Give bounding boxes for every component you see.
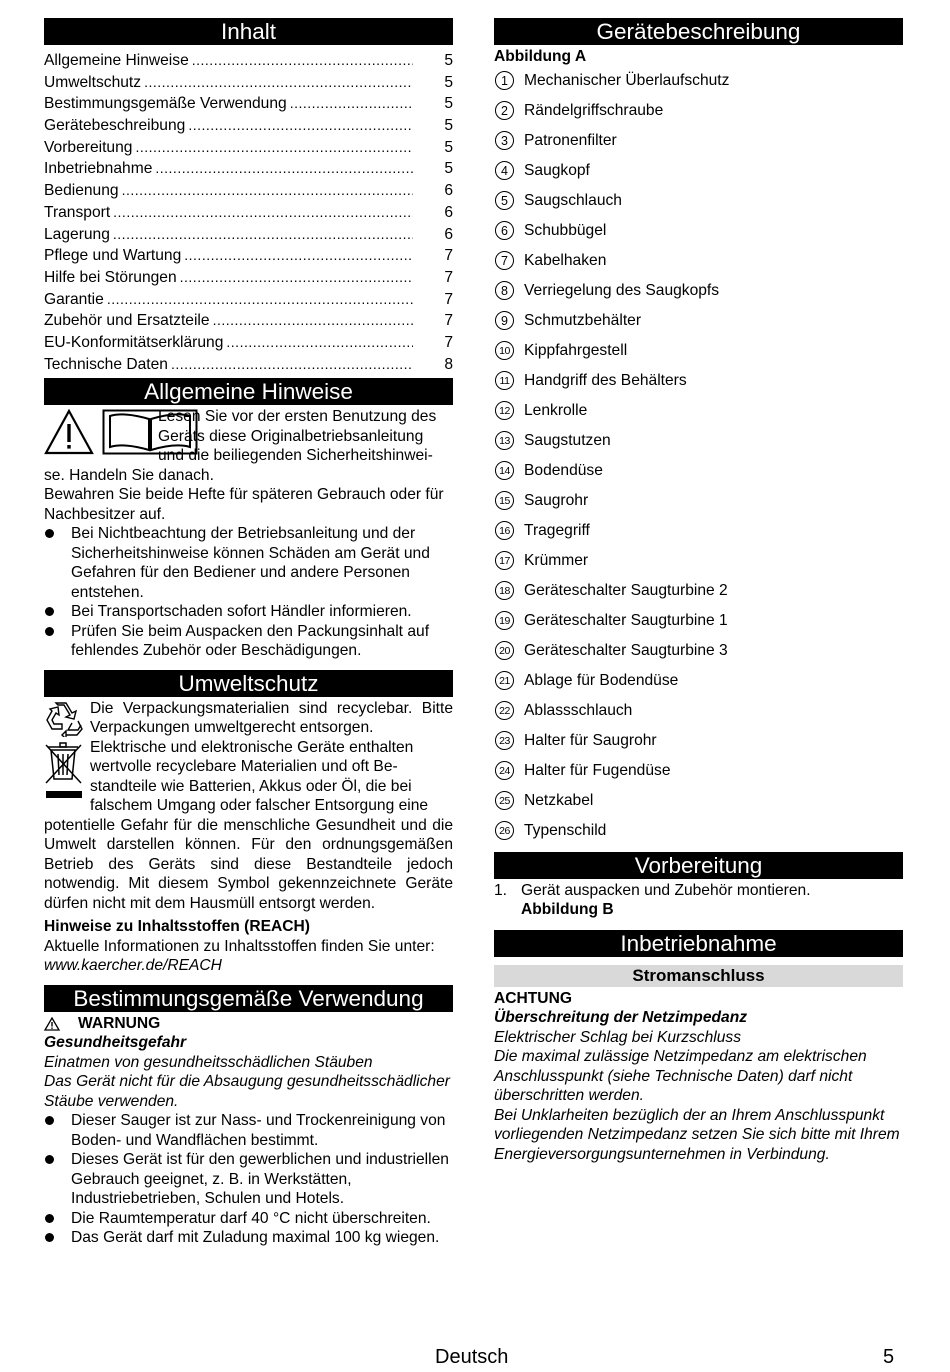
intended-use-bullets xyxy=(44,1111,453,1248)
bullet-dot-icon xyxy=(44,602,71,622)
part-label: Rändelgriffschraube xyxy=(524,101,664,119)
bullet-text: Dieses Gerät ist für den gewerblichen und industriellen Gebrauch geeignet, z. B. in Werkstätten, Industriebetrieben, Schulen und Hotels. xyxy=(71,1151,449,1208)
bullet-text: Die Raumtemperatur darf 40 °C nicht überschreiten. xyxy=(71,1209,431,1227)
part-number-circle: 17 xyxy=(495,551,514,570)
toc-leader-dots xyxy=(107,289,413,311)
part-item xyxy=(494,486,903,516)
toc-leader-dots xyxy=(171,354,413,376)
toc-heading: Inhalt xyxy=(44,18,453,45)
general-intro xyxy=(44,407,453,485)
part-number-circle: 23 xyxy=(495,731,514,750)
toc-entry-page: 6 xyxy=(444,225,453,243)
part-item xyxy=(494,276,903,306)
toc-entry[interactable] xyxy=(44,202,453,224)
part-label: Saugschlauch xyxy=(524,191,622,209)
part-item xyxy=(494,366,903,396)
toc-entry-title: Inbetriebnahme xyxy=(44,160,153,178)
toc-entry-title: Gerätebeschreibung xyxy=(44,117,186,135)
toc-list xyxy=(44,50,453,375)
right-column xyxy=(494,18,903,1164)
figure-a-label: Abbildung A xyxy=(494,48,587,65)
preparation-heading: Vorbereitung xyxy=(494,852,903,879)
part-label: Saugkopf xyxy=(524,161,590,179)
part-label: Typenschild xyxy=(524,821,607,839)
impedance-line-3: Bei Unklarheiten bezüglich der an Ihrem Anschlusspunkt vorliegenden Netzimpedanz setzen Sie sich bitte mit Ihrem Energieversorgungsunternehmen in Verbindung. xyxy=(494,1106,900,1163)
part-label: Geräteschalter Saugturbine 2 xyxy=(524,581,728,599)
toc-entry-title: Allgemeine Hinweise xyxy=(44,52,189,69)
part-item xyxy=(494,666,903,696)
toc-entry[interactable] xyxy=(44,267,453,289)
part-label: Schubbügel xyxy=(524,221,607,239)
part-item xyxy=(494,546,903,576)
toc-entry[interactable] xyxy=(44,224,453,246)
part-item xyxy=(494,456,903,486)
manual-book-icon xyxy=(102,409,198,455)
description-heading: Gerätebeschreibung xyxy=(494,18,903,45)
part-label: Netzkabel xyxy=(524,791,594,809)
toc-entry-page: 7 xyxy=(444,247,453,265)
environment-disposal-lines xyxy=(90,738,453,816)
general-keep: Bewahren Sie beide Hefte für späteren Gebrauch oder für Nachbesitzer auf. xyxy=(44,486,444,523)
part-number-circle: 21 xyxy=(495,671,514,690)
toc-entry[interactable] xyxy=(44,332,453,354)
warning-label: WARNUNG xyxy=(78,1014,161,1032)
power-connection-heading: Stromanschluss xyxy=(494,965,903,987)
toc-entry-page: 7 xyxy=(444,290,453,308)
warning-small-icon xyxy=(44,1017,60,1031)
part-number-circle: 16 xyxy=(495,521,514,540)
toc-entry-title: Lagerung xyxy=(44,225,110,243)
toc-leader-dots xyxy=(213,310,413,332)
bullet-dot-icon xyxy=(44,1209,71,1229)
reach-heading: Hinweise zu Inhaltsstoffen (REACH) xyxy=(44,918,310,936)
toc-entry[interactable] xyxy=(44,180,453,202)
part-label: Patronenfilter xyxy=(524,131,617,149)
part-label: Mechanischer Überlaufschutz xyxy=(524,71,730,89)
part-item xyxy=(494,96,903,126)
toc-leader-dots xyxy=(226,332,413,354)
bullet-item xyxy=(44,602,453,622)
part-number-circle: 1 xyxy=(495,71,514,90)
parts-list xyxy=(494,66,903,846)
toc-entry-title: Technische Daten xyxy=(44,355,168,373)
reach-url[interactable]: www.kaercher.de/REACH xyxy=(44,957,222,975)
bullet-dot-icon xyxy=(44,524,71,602)
part-label: Lenkrolle xyxy=(524,401,588,419)
part-item xyxy=(494,816,903,846)
part-item xyxy=(494,786,903,816)
toc-leader-dots xyxy=(135,137,413,159)
toc-entry-page: 8 xyxy=(444,355,453,373)
toc-entry-title: EU-Konformitätserklärung xyxy=(44,333,224,351)
part-number-circle: 3 xyxy=(495,131,514,150)
toc-entry-page: 5 xyxy=(444,52,453,69)
part-number-circle: 11 xyxy=(495,371,514,390)
toc-entry-title: Umweltschutz xyxy=(44,73,142,91)
toc-leader-dots xyxy=(113,224,413,246)
part-number-circle: 26 xyxy=(495,821,514,840)
part-number-circle: 15 xyxy=(495,491,514,510)
part-item xyxy=(494,606,903,636)
hazard-title: Gesundheitsgefahr xyxy=(44,1034,187,1052)
toc-entry[interactable] xyxy=(44,310,453,332)
preparation-step xyxy=(494,881,903,920)
general-bullets xyxy=(44,524,453,661)
general-intro-tail: se. Handeln Sie danach. xyxy=(44,466,214,484)
toc-entry-page: 5 xyxy=(444,73,453,91)
part-item xyxy=(494,216,903,246)
part-label: Halter für Fugendüse xyxy=(524,761,671,779)
left-column xyxy=(44,18,453,1248)
part-item xyxy=(494,576,903,606)
part-number-circle: 12 xyxy=(495,401,514,420)
toc-leader-dots xyxy=(180,267,413,289)
part-label: Kabelhaken xyxy=(524,251,607,269)
part-label: Geräteschalter Saugturbine 3 xyxy=(524,641,728,659)
bullet-item xyxy=(44,1150,453,1209)
part-number-circle: 24 xyxy=(495,761,514,780)
general-heading: Allgemeine Hinweise xyxy=(44,378,453,405)
part-label: Schmutzbehälter xyxy=(524,311,642,329)
part-label: Kippfahrgestell xyxy=(524,341,628,359)
part-number-circle: 5 xyxy=(495,191,514,210)
part-item xyxy=(494,756,903,786)
footer-page-number: 5 xyxy=(883,1346,895,1368)
environment-disposal xyxy=(44,738,453,914)
preparation-step-text: Gerät auspacken und Zubehör montieren. xyxy=(521,881,811,899)
part-label: Handgriff des Behälters xyxy=(524,371,687,389)
part-number-circle: 13 xyxy=(495,431,514,450)
toc-entry-page: 5 xyxy=(444,117,453,135)
environment-disposal-tail: potentielle Gefahr für die menschliche Gesundheit und die Umwelt darstellen können. Für den ordnungsgemäßen Betrieb des Geräts sind diese Bestandteile jedoch notwendig. Mit diesem Symbol gekennzeichnete Geräte dürfen nicht mit dem Hausmüll entsorgt werden. xyxy=(44,816,453,912)
part-item xyxy=(494,156,903,186)
general-intro-line-2: Geräts diese Originalbetriebsanleitung xyxy=(158,427,424,445)
part-label: Ablassschlauch xyxy=(524,701,633,719)
bullet-dot-icon xyxy=(44,1150,71,1209)
toc-entry[interactable] xyxy=(44,354,453,376)
toc-entry-title: Vorbereitung xyxy=(44,138,133,156)
environment-disposal-line-4: falschem Umgang oder falscher Entsorgung eine xyxy=(90,797,429,815)
preparation-step-figure: Abbildung B xyxy=(521,901,614,918)
part-item xyxy=(494,306,903,336)
general-intro-line-3: und die beiliegenden Sicherheitshinwei- xyxy=(158,447,433,465)
part-label: Geräteschalter Saugturbine 1 xyxy=(524,611,728,629)
attention-label: ACHTUNG xyxy=(494,989,572,1007)
preparation-step-number: 1. xyxy=(494,881,508,899)
part-number-circle: 14 xyxy=(495,461,514,480)
toc-leader-dots xyxy=(113,202,413,224)
toc-entry-page: 6 xyxy=(444,203,453,221)
part-number-circle: 7 xyxy=(495,251,514,270)
part-item xyxy=(494,396,903,426)
part-number-circle: 10 xyxy=(495,341,514,360)
part-number-circle: 18 xyxy=(495,581,514,600)
part-label: Saugstutzen xyxy=(524,431,611,449)
toc-entry-title: Zubehör und Ersatzteile xyxy=(44,312,210,330)
part-item xyxy=(494,426,903,456)
toc-entry[interactable] xyxy=(44,158,453,180)
hazard-line-1: Einatmen von gesundheitsschädlichen Stäuben xyxy=(44,1053,373,1071)
part-number-circle: 4 xyxy=(495,161,514,180)
toc-entry-title: Bedienung xyxy=(44,182,119,200)
bullet-text: Das Gerät darf mit Zuladung maximal 100 kg wiegen. xyxy=(71,1229,440,1247)
reach-text-body: Aktuelle Informationen zu Inhaltsstoffen finden Sie unter: xyxy=(44,937,435,955)
recycle-icon xyxy=(44,701,86,737)
bullet-text: Bei Nichtbeachtung der Betriebsanleitung und der Sicherheitshinweise können Schäden am Gerät und Gefahren für den Bediener und andere Personen entstehen. xyxy=(71,525,430,601)
part-label: Krümmer xyxy=(524,551,589,569)
part-item xyxy=(494,66,903,96)
impedance-title: Überschreitung der Netzimpedanz xyxy=(494,1009,748,1026)
part-label: Saugrohr xyxy=(524,491,589,509)
toc-entry-page: 7 xyxy=(444,312,453,330)
startup-heading: Inbetriebnahme xyxy=(494,930,903,957)
part-number-circle: 20 xyxy=(495,641,514,660)
impedance-line-1: Elektrischer Schlag bei Kurzschluss xyxy=(494,1028,742,1046)
toc-entry[interactable] xyxy=(44,72,453,94)
bullet-dot-icon xyxy=(44,1228,71,1248)
toc-entry[interactable] xyxy=(44,289,453,311)
bullet-text: Prüfen Sie beim Auspacken den Packungsinhalt auf fehlendes Zubehör oder Beschädigungen. xyxy=(71,622,430,660)
toc-leader-dots xyxy=(122,180,413,202)
part-number-circle: 2 xyxy=(495,101,514,120)
part-item xyxy=(494,696,903,726)
part-number-circle: 25 xyxy=(495,791,514,810)
part-item xyxy=(494,636,903,666)
part-label: Tragegriff xyxy=(524,521,590,539)
warning-triangle-icon xyxy=(44,409,94,455)
toc-entry-title: Bestimmungsgemäße Verwendung xyxy=(44,95,287,113)
impedance-line-2: Die maximal zulässige Netzimpedanz am elektrischen Anschlusspunkt (siehe Technische Daten) darf nicht überschritten werden. xyxy=(494,1048,867,1104)
part-item xyxy=(494,726,903,756)
intended-use-warning xyxy=(44,1014,453,1034)
toc-entry[interactable] xyxy=(44,245,453,267)
part-label: Bodendüse xyxy=(524,461,603,479)
bullet-dot-icon xyxy=(44,1111,71,1150)
toc-entry-title: Hilfe bei Störungen xyxy=(44,268,177,286)
part-number-circle: 8 xyxy=(495,281,514,300)
part-number-circle: 22 xyxy=(495,701,514,720)
bullet-item xyxy=(44,524,453,602)
environment-recycle-text: Die Verpackungsmaterialien sind recyclebar. Bitte Verpackungen umweltgerecht entsorgen. xyxy=(90,699,453,737)
part-label: Ablage für Bodendüse xyxy=(524,671,679,689)
footer-language: Deutsch xyxy=(435,1346,509,1368)
toc-entry[interactable] xyxy=(44,93,453,115)
bullet-item xyxy=(44,622,453,661)
toc-leader-dots xyxy=(290,93,413,115)
environment-disposal-line-2: wertvolle recyclebare Materialien und oft Be- xyxy=(90,758,398,776)
toc-entry-page: 5 xyxy=(444,95,453,113)
part-number-circle: 6 xyxy=(495,221,514,240)
bullet-dot-icon xyxy=(44,622,71,661)
toc-entry-title: Garantie xyxy=(44,290,104,308)
toc-entry-title: Pflege und Wartung xyxy=(44,247,182,265)
bullet-item xyxy=(44,1111,453,1150)
bullet-item xyxy=(44,1228,453,1248)
part-item xyxy=(494,126,903,156)
part-item xyxy=(494,336,903,366)
toc-leader-dots xyxy=(188,115,413,137)
environment-disposal-line-1: Elektrische und elektronische Geräte enthalten xyxy=(90,738,414,756)
toc-entry[interactable] xyxy=(44,137,453,159)
hazard-line-2: Das Gerät nicht für die Absaugung gesundheitsschädlicher Stäube verwenden. xyxy=(44,1073,450,1110)
environment-disposal-line-3: standteile wie Batterien, Akkus oder Öl, die bei xyxy=(90,777,412,795)
part-item xyxy=(494,516,903,546)
toc-entry-page: 5 xyxy=(444,160,453,178)
bullet-text: Dieser Sauger ist zur Nass- und Trockenreinigung von Boden- und Wandflächen bestimmt. xyxy=(71,1112,446,1149)
toc-leader-dots xyxy=(155,158,413,180)
toc-leader-dots xyxy=(144,72,413,94)
preparation-step-body xyxy=(521,881,811,920)
part-label: Verriegelung des Saugkopfs xyxy=(524,281,720,299)
reach-text xyxy=(44,937,453,976)
bullet-text: Bei Transportschaden sofort Händler informieren. xyxy=(71,603,412,621)
toc-entry-page: 6 xyxy=(444,182,453,200)
environment-heading: Umweltschutz xyxy=(44,670,453,697)
toc-entry-page: 7 xyxy=(444,268,453,286)
toc-leader-dots xyxy=(192,50,413,72)
toc-entry[interactable] xyxy=(44,50,453,72)
crossed-out-bin-icon xyxy=(44,741,84,801)
toc-leader-dots xyxy=(184,245,413,267)
general-intro-lines xyxy=(158,407,453,466)
part-number-circle: 9 xyxy=(495,311,514,330)
toc-entry-title: Transport xyxy=(44,203,111,221)
toc-entry-page: 5 xyxy=(444,138,453,156)
bullet-item xyxy=(44,1209,453,1229)
intended-use-heading: Bestimmungsgemäße Verwendung xyxy=(44,985,453,1012)
part-item xyxy=(494,246,903,276)
general-intro-line-1: Lesen Sie vor der ersten Benutzung des xyxy=(158,408,437,426)
toc-entry-page: 7 xyxy=(444,333,453,351)
environment-recycle xyxy=(44,699,453,738)
part-item xyxy=(494,186,903,216)
toc-entry[interactable] xyxy=(44,115,453,137)
part-number-circle: 19 xyxy=(495,611,514,630)
part-label: Halter für Saugrohr xyxy=(524,731,657,749)
